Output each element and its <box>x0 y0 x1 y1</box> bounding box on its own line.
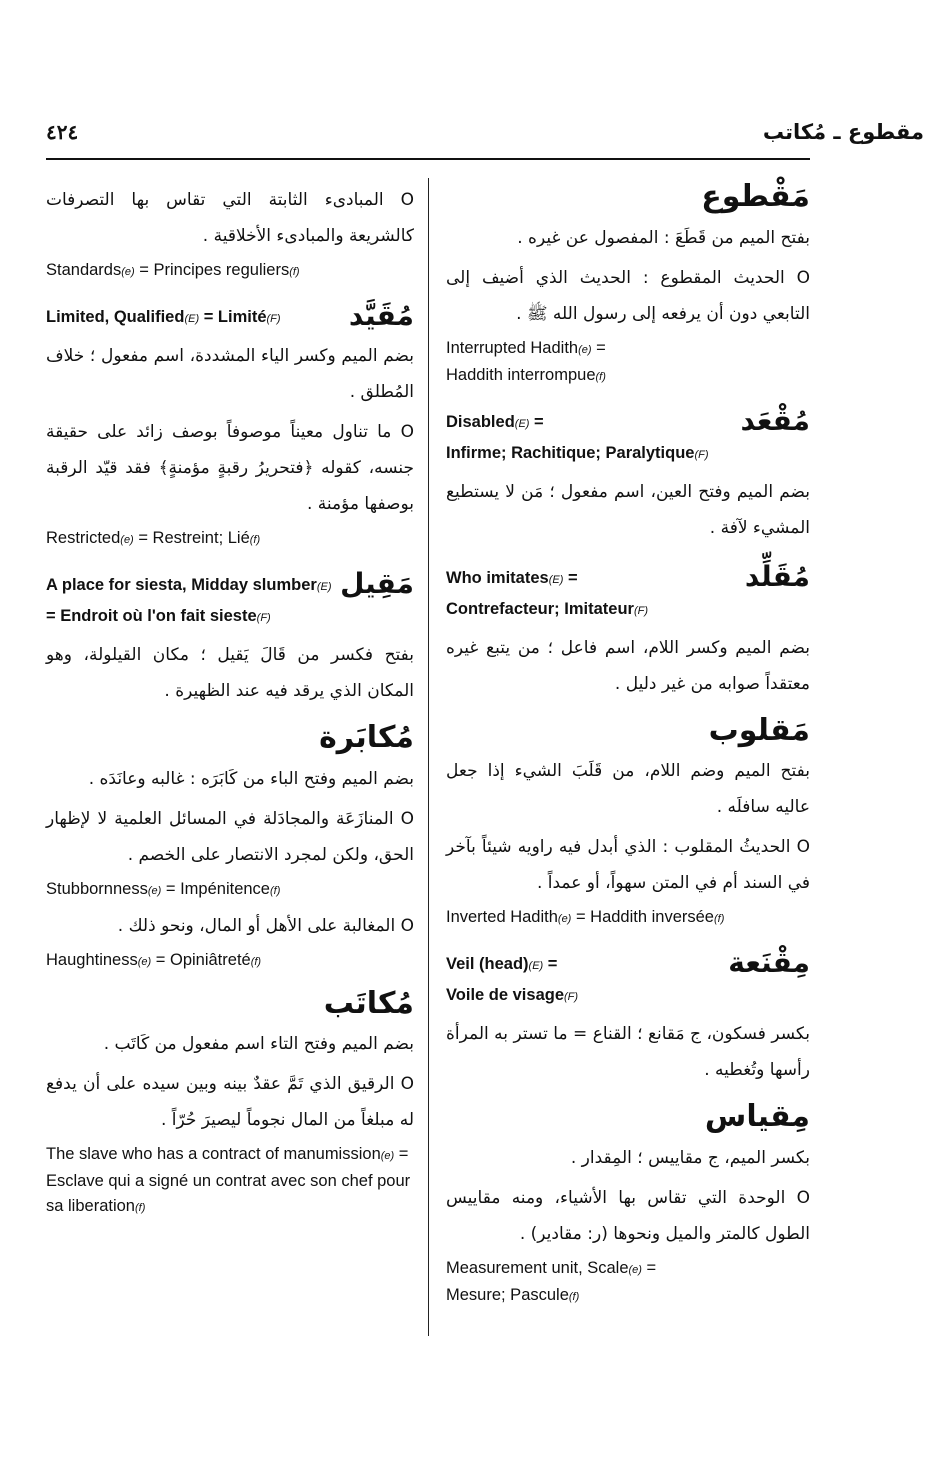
headword-translation: Limited, Qualified(E) = Limité(F) <box>46 308 281 326</box>
headword-translation: Voile de visage(F) <box>446 986 579 1004</box>
entry-head <box>446 403 810 439</box>
translation <box>46 258 414 285</box>
definition-text: بفتح الميم من قَطَعَ : المفصول عن غيره . <box>517 227 810 248</box>
translation: Measurement unit, Scale(e) = <box>446 1258 657 1277</box>
lang-tag: (f) <box>289 266 300 278</box>
french-term: = Principes reguliers <box>134 261 290 279</box>
lang-tag: (e) <box>121 266 135 278</box>
definition-text: بضم الميم وفتح التاء اسم مفعول من كَاتَب . <box>103 1034 414 1054</box>
headword: مِقياس <box>704 1099 810 1134</box>
entry-maqtu <box>446 178 810 390</box>
definition-text: O الرقيق الذي تَمَّ عقدٌ بينه وبين سيده على أن يدفع له مبلغاً من المال نجوماً ليصيرَ حُرّاً . <box>46 1074 414 1130</box>
definition-text: بضم الميم وفتح الباء من كَابَرَه : غالبه وعانَدَه . <box>88 768 414 789</box>
definition-text: O المغالبة على الأهل أو المال، ونحو ذلك . <box>117 915 414 936</box>
headword: مُكابَرة <box>319 720 414 755</box>
entry-muqayyad <box>46 299 414 553</box>
entry-head <box>446 559 810 595</box>
headword-translation: Veil (head)(E) = <box>446 955 558 973</box>
headword: مِقْنَعة <box>728 946 810 979</box>
translation: Stubbornness(e) = Impénitence(f) <box>46 879 281 898</box>
right-column <box>446 178 810 1320</box>
entry-maqil <box>46 567 414 709</box>
definition-text: O المبادىء الثابتة التي تقاس بها التصرفات كالشريعة والمبادىء الأخلاقية . <box>46 190 414 246</box>
definition-text: بضم الميم وفتح العين، اسم مفعول ؛ مَن لا يستطيع المشيء لآفة . <box>446 481 810 538</box>
definition-text: O الحديث المقطوع : الحديث الذي أضيف إلى التابعي دون أن يرفعه إلى رسول الله ﷺ . <box>446 267 810 324</box>
entry-muqallid <box>446 559 810 702</box>
translation: Inverted Hadith(e) = Haddith inversée(f) <box>446 908 725 926</box>
definition-text: بضم الميم وكسر الياء المشددة، اسم مفعول ؛ خلاف المُطلق . <box>46 346 414 402</box>
definition-text: بكسر الميم، ج مقاييس ؛ المِقدار . <box>570 1147 810 1168</box>
headword-translation: A place for siesta, Midday slumber(E) = Endroit où l'on fait sieste(F) <box>46 576 332 625</box>
definition-text: O ما تناول معيناً موصوفاً بوصف زائد على حقيقة جنسه، كقوله ﴿فتحريرُ رقبةٍ مؤمنةٍ﴾ فقد قيّد الرقبة بوصفها مؤمنة . <box>46 422 414 514</box>
definition-text: بفتح فكسر من قَالَ يَقيل ؛ مكان القيلولة، وهو المكان الذي يرقد فيه عند الظهيرة . <box>46 645 414 701</box>
column-divider <box>428 178 429 1336</box>
definition-text: بفتح الميم وضم اللام، من قَلَبَ الشيء إذا جعل عاليه سافلَه . <box>446 761 810 817</box>
entry-head <box>446 946 810 981</box>
entry-muqad <box>446 403 810 546</box>
translation: Esclave qui a signé un contrat avec son chef pour sa liberation(f) <box>46 1172 411 1215</box>
page-number: ٤٢٤ <box>46 120 79 144</box>
entry-miqyas <box>446 1098 810 1310</box>
translation: The slave who has a contract of manumission(e) = <box>46 1145 409 1163</box>
definition-text: O الوحدة التي تقاس بها الأشياء، ومنه مقاييس الطول كالمتر والميل ونحوها (ر: مقادير) . <box>446 1187 810 1244</box>
translation: Haughtiness(e) = Opiniâtreté(f) <box>46 950 262 969</box>
entry-mukabara <box>46 719 414 975</box>
headword-translation: Infirme; Rachitique; Paralytique(F) <box>446 443 709 462</box>
definition-text: بضم الميم وكسر اللام، اسم فاعل ؛ من يتبع غيره معتقداً صوابه من غير دليل . <box>446 637 810 694</box>
headword: مُقْعَد <box>740 403 810 437</box>
translation: Mesure; Pascule(f) <box>446 1285 580 1304</box>
translation: Restricted(e) = Restreint; Lié(f) <box>46 529 261 547</box>
translation: Haddith interrompue(f) <box>446 365 606 384</box>
entry-mukatab <box>46 985 414 1222</box>
running-head: مقطوع ـ مُكاتب <box>762 120 924 144</box>
headword-translation: Disabled(E) = <box>446 412 544 431</box>
definition-text: O الحديثُ المقلوب : الذي أبدل فيه راويه شيئاً بآخر في السند أم في المتن سهواً، أو عمداً . <box>446 837 810 893</box>
header-rule <box>46 158 810 160</box>
left-column <box>46 178 414 1231</box>
entry-maqlub <box>446 712 810 933</box>
entry-standards <box>46 182 414 285</box>
entry-head <box>46 299 414 334</box>
headword-translation: Contrefacteur; Imitateur(F) <box>446 599 648 618</box>
entry-head <box>46 567 414 633</box>
headword: مَقلوب <box>708 712 810 748</box>
english-term: Standards <box>46 261 122 279</box>
headword: مُقَيَّد <box>348 299 414 332</box>
headword: مَقْطوع <box>701 179 810 214</box>
headword: مَقِيل <box>340 567 414 600</box>
definition-text: O المنازَعَة والمجادَلة في المسائل العلمية لا لإظهار الحق، ولكن لمجرد الانتصار على الخصم . <box>46 808 414 865</box>
headword: مُكاتَب <box>323 985 414 1021</box>
headword: مُقَلِّد <box>744 559 810 593</box>
entry-miqnaa <box>446 946 810 1088</box>
headword-translation: Who imitates(E) = <box>446 568 578 587</box>
definition-text: بكسر فسكون، ج مَقانع ؛ القناع = ما تستر به المرأة رأسها وتُغطيه . <box>446 1024 810 1080</box>
page-header <box>46 120 924 160</box>
translation: Interrupted Hadith(e) = <box>446 338 606 357</box>
